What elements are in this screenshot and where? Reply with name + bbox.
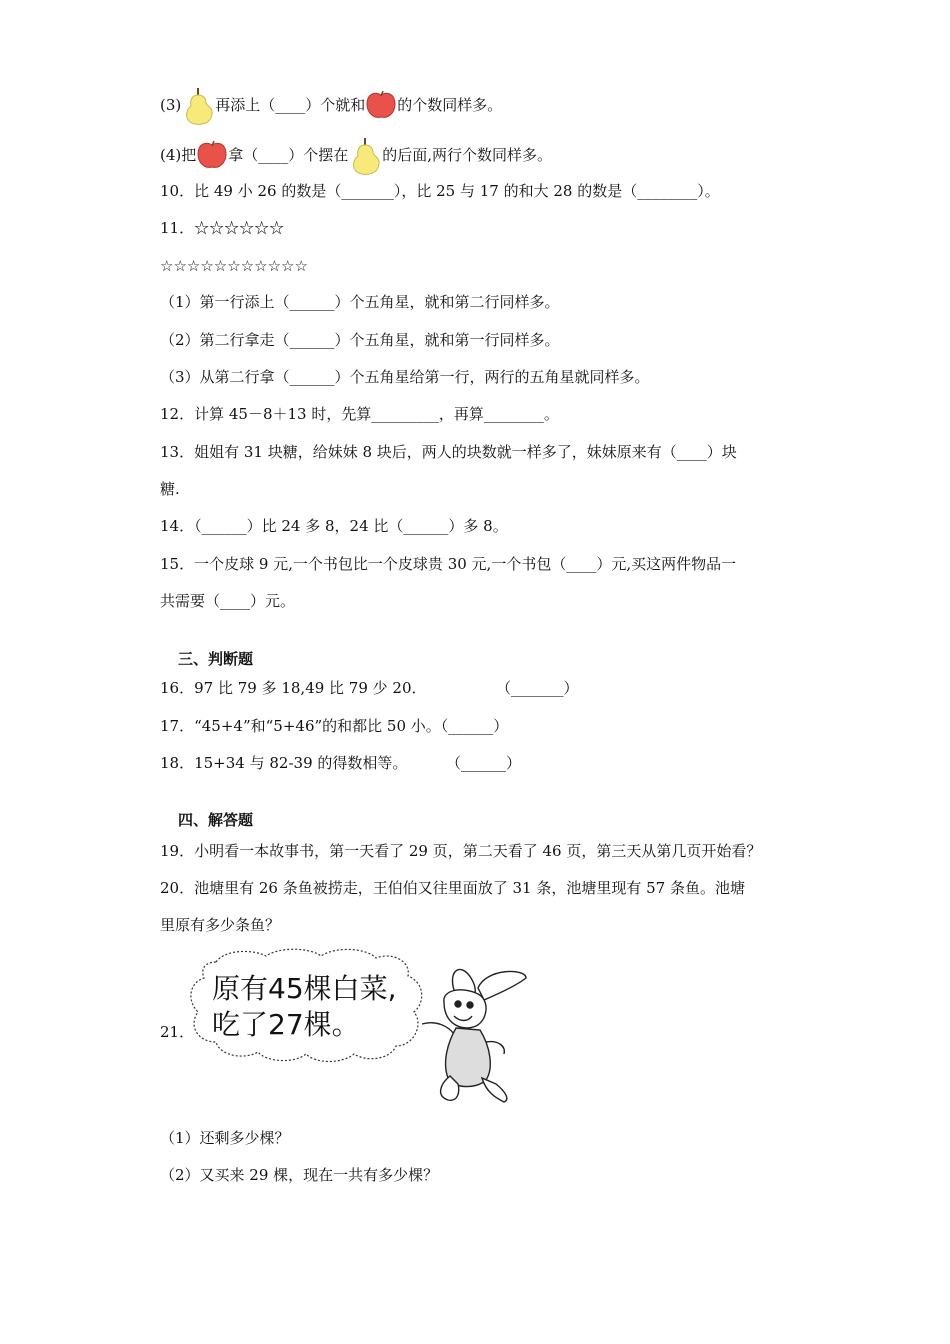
question-15-line2: 共需要（____）元。: [160, 592, 296, 610]
question-17: 17．“45+4”和“5+46”的和都比 50 小。（______）: [160, 717, 509, 735]
question-18-blank: （______）: [446, 754, 522, 772]
question-13-line1: 13．姐姐有 31 块糖，给妹妹 8 块后，两人的块数就一样多了，妹妹原来有（____）块: [160, 443, 737, 461]
section-heading-solve: 四、解答题: [178, 811, 254, 829]
rabbit-icon: [422, 969, 526, 1102]
question-11-row2: ☆☆☆☆☆☆☆☆☆☆☆: [160, 257, 308, 275]
question-18: 18．15+34 与 82-39 的得数相等。: [160, 754, 408, 772]
question-14: 14．（______）比 24 多 8，24 比（______）多 8。: [160, 517, 508, 535]
question-16-blank: （_______）: [496, 679, 579, 697]
question-11-sub1: （1）第一行添上（______）个五角星，就和第二行同样多。: [160, 293, 560, 311]
question-20-line2: 里原有多少条鱼？: [160, 916, 281, 934]
question-21-number: 21．: [160, 1023, 195, 1041]
question-13-line2: 糖.: [160, 480, 180, 498]
bubble-line1: 原有45棵白菜,: [212, 972, 397, 1005]
question-15-line1: 15．一个皮球 9 元,一个书包比一个皮球贵 30 元,一个书包（____）元,买这两件物品一: [160, 555, 737, 573]
question-11-sub2: （2）第二行拿走（______）个五角星，就和第一行同样多。: [160, 331, 560, 349]
question-21-sub2: （2）又买来 29 棵，现在一共有多少棵？: [160, 1166, 439, 1184]
question-20-line1: 20．池塘里有 26 条鱼被捞走，王伯伯又往里面放了 31 条，池塘里现有 57 条鱼。池塘: [160, 879, 745, 897]
apple-icon: [196, 141, 228, 171]
apple-icon: [365, 91, 397, 121]
question-10: 10．比 49 小 26 的数是（_______），比 25 与 17 的和大 28 的数是（________）。: [160, 182, 720, 200]
question-19: 19．小明看一本故事书，第一天看了 29 页，第二天看了 46 页，第三天从第几页开始看？: [160, 842, 762, 860]
question-16: 16．97 比 79 多 18,49 比 79 少 20．: [160, 679, 427, 697]
question-12: 12．计算 45－8＋13 时，先算_________，再算________。: [160, 405, 559, 423]
bubble-line2: 吃了27棵。: [212, 1008, 360, 1041]
rabbit-illustration: [186, 942, 536, 1112]
pear-icon: [181, 86, 215, 126]
pear-icon: [348, 136, 382, 176]
speech-bubble: [191, 949, 422, 1061]
section-heading-judgement: 三、判断题: [178, 650, 254, 668]
q9-part4: (4)把 拿（____）个摆在 的后面,两行个数同样多。: [160, 136, 552, 176]
question-11-row1: 11．☆☆☆☆☆☆: [160, 219, 285, 237]
question-21-sub1: （1）还剩多少棵？: [160, 1129, 290, 1147]
q9-part3: (3) 再添上（____）个就和 的个数同样多。: [160, 86, 502, 126]
question-11-sub3: （3）从第二行拿（______）个五角星给第一行，两行的五角星就同样多。: [160, 368, 650, 386]
